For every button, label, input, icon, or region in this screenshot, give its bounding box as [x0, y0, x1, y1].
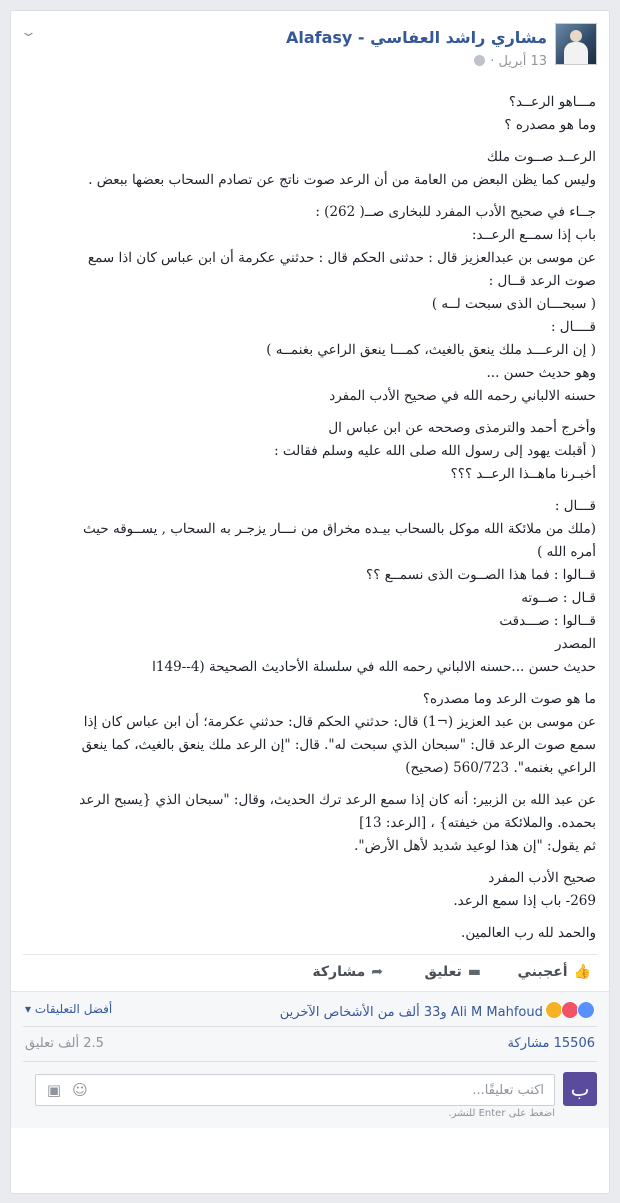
post-line: جــاء في صحيح الأدب المفرد للبخارى صــ( 262) : — [315, 204, 596, 220]
post-line: وليس كما يظن البعض من العامة من أن الرعد صوت ناتج عن تصادم السحاب بعضها ببعض . — [88, 172, 596, 188]
post-line: صوت الرعد قــال : — [488, 273, 596, 289]
post-line: ثم يقول: "إن هذا لوعيد شديد لأهل الأرض". — [354, 838, 596, 854]
post-meta — [474, 54, 547, 69]
like-reaction-icon — [577, 1001, 595, 1019]
post-line: قـــال : — [554, 498, 596, 514]
post-line: ما هو صوت الرعد وما مصدره؟ — [422, 691, 596, 707]
post-header — [11, 11, 609, 77]
post-line: صحيح الأدب المفرد — [488, 870, 596, 886]
share-label: مشاركة — [312, 964, 366, 980]
sticker-icon[interactable]: ▣ — [46, 1081, 62, 1099]
post-line: أخبـرنا ماهــذا الرعــد ؟؟؟ — [450, 466, 596, 482]
post-line: وأخرج أحمد والترمذى وصححه عن ابن عباس ال — [328, 420, 596, 436]
avatar-body — [564, 42, 588, 64]
caret-down-icon: ▾ — [25, 1002, 32, 1016]
post-line: والحمد لله رب العالمين. — [461, 925, 596, 941]
action-bar — [11, 955, 609, 991]
post-line: أمره الله ) — [537, 544, 596, 560]
avatar-head — [570, 30, 582, 42]
sort-label: أفضل التعليقات — [34, 1002, 113, 1016]
comment-count[interactable]: 2.5 ألف تعليق — [25, 1036, 104, 1051]
comment-button[interactable] — [425, 964, 481, 980]
reactions-text: Ali M Mahfoud و33 ألف من الأشخاص الآخرين — [279, 1005, 543, 1020]
comment-input[interactable] — [122, 1079, 546, 1101]
share-button[interactable] — [312, 964, 383, 980]
post-paragraph — [24, 789, 596, 858]
post-paragraph — [24, 922, 596, 945]
post-line: عن موسى بن عبد العزيز (¬1) قال: حدثني الحكم قال: حدثني عكرمة؛ أن ابن عباس كان إذا — [83, 714, 596, 730]
share-count[interactable]: 15506 مشاركة — [507, 1036, 595, 1051]
post-line: قــالوا : فما هذا الصــوت الذى نسمــع ؟؟ — [366, 567, 596, 583]
post-line: عن عبد الله بن الزبير: أنه كان إذا سمع الرعد ترك الحديث، وقال: "سبحان الذي {يسبح الرعد — [79, 792, 596, 808]
globe-icon[interactable] — [474, 55, 485, 66]
post-line: حسنه الالباني رحمه الله في صحيح الأدب المفرد — [329, 388, 596, 404]
post-line: الرعــد صــوت ملك — [486, 149, 596, 165]
comment-box — [35, 1074, 555, 1106]
sort-comments-dropdown[interactable] — [25, 1002, 112, 1016]
post-text — [11, 77, 609, 945]
emoji-icon[interactable]: ☺ — [72, 1081, 88, 1099]
post-paragraph — [24, 146, 596, 192]
reactions-summary[interactable] — [280, 1001, 595, 1020]
post-line: المصدر — [555, 636, 596, 652]
post-line: سمع صوت الرعد قال: "سبحان الذي سبحت له". قال: "إن الرعد ملك ينعق بالغيث، كما ينعق — [81, 737, 596, 753]
post-line: ( إن الرعـــد ملك ينعق بالغيث، كمـــا ينعق الراعي بغنمــه ) — [266, 342, 596, 358]
post-line: عن موسى بن عبدالعزيز قال : حدثنى الحكم قال : حدثني عكرمة أن ابن عباس كان اذا سمع — [87, 250, 596, 266]
post-line: قــــال : — [550, 319, 596, 335]
thumbs-up-icon: 👍 — [573, 964, 591, 980]
like-button[interactable] — [518, 964, 591, 980]
post-paragraph — [24, 91, 596, 137]
stats-row — [11, 1027, 609, 1061]
post-line: قــالوا : صـــدقت — [499, 613, 596, 629]
post-line: بحمده. والملائكة من خيفته} ، [الرعد: 13] — [359, 815, 596, 831]
post-line: ( سبحـــان الذى سبحت لــه ) — [431, 296, 596, 312]
author-avatar[interactable] — [555, 23, 597, 65]
like-label: أعجبني — [517, 964, 568, 980]
comment-icon: ▬ — [467, 964, 481, 980]
post-paragraph — [24, 867, 596, 913]
post-line: مـــاهو الرعــد؟ — [508, 94, 596, 110]
post-line: (ملك من ملائكة الله موكل بالسحاب بيـده مخراق من نـــار يزجـر به السحاب , يســوقه حيث — [82, 521, 596, 537]
comment-label: تعليق — [424, 964, 462, 980]
post-paragraph — [24, 495, 596, 679]
post-line: وما هو مصدره ؟ — [504, 117, 596, 133]
chevron-down-icon[interactable]: ⌄ — [19, 25, 38, 40]
post-date[interactable]: 13 أبريل · — [490, 54, 547, 69]
post-line: وهو حديث حسن ... — [486, 365, 596, 381]
post-line: ( أقبلت يهود إلى رسول الله صلى الله عليه وسلم فقالت : — [274, 443, 596, 459]
user-avatar: ب — [563, 1072, 597, 1106]
reactions-row — [11, 992, 609, 1026]
share-icon: ➦ — [371, 964, 383, 980]
post-paragraph — [24, 201, 596, 408]
post-line: الراعي بغنمه". 560/723 (صحيح) — [405, 760, 596, 776]
post-line: 269- باب إذا سمع الرعد. — [453, 893, 596, 909]
post-card — [10, 10, 610, 1194]
post-paragraph — [24, 688, 596, 780]
composer-hint: اضغط على Enter للنشر. — [448, 1108, 555, 1119]
post-line: حديث حسن ...حسنه الالباني رحمه الله في سلسلة الأحاديث الصحيحة (4--149ا — [152, 659, 596, 675]
comment-composer — [11, 1062, 609, 1128]
post-line: قـال : صــوته — [521, 590, 596, 606]
post-line: باب إذا سمــع الرعــد: — [471, 227, 596, 243]
post-paragraph — [24, 417, 596, 486]
comments-section — [11, 991, 609, 1128]
author-name[interactable]: مشاري راشد العفاسي - Alafasy — [285, 28, 547, 47]
